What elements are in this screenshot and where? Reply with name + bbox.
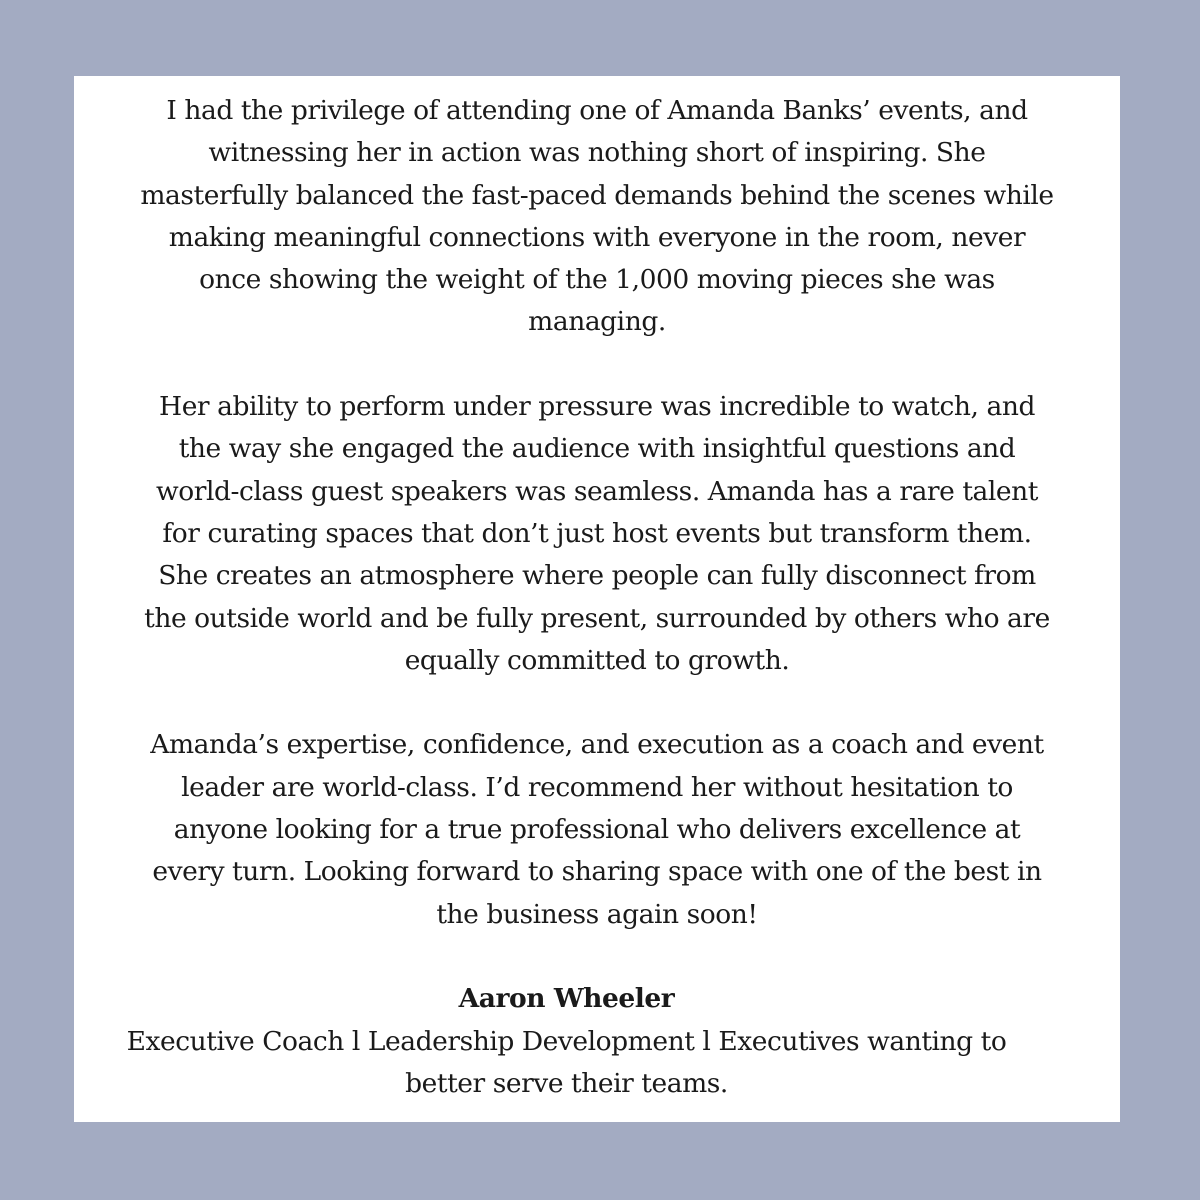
testimonial-paragraph-2 xyxy=(105,386,1090,682)
testimonial-card xyxy=(74,76,1120,1122)
text-line: leader are world-class. I’d recommend her without hesitation to xyxy=(181,771,1013,803)
text-line: the business again soon! xyxy=(436,898,758,930)
text-line: world-class guest speakers was seamless. Amanda has a rare talent xyxy=(156,475,1038,507)
testimonial-paragraph-1 xyxy=(105,90,1090,344)
text-line: She creates an atmosphere where people can fully disconnect from xyxy=(158,560,1036,592)
text-line: the way she engaged the audience with insightful questions and xyxy=(178,433,1016,465)
text-line: masterfully balanced the fast-paced demands behind the scenes while xyxy=(140,179,1054,211)
author-block xyxy=(74,978,1059,1105)
text-line: the outside world and be fully present, surrounded by others who are xyxy=(144,602,1050,634)
text-line: equally committed to growth. xyxy=(404,644,790,676)
testimonial-text xyxy=(74,90,1120,1105)
author-name: Aaron Wheeler xyxy=(458,983,675,1015)
text-line: managing. xyxy=(528,306,666,338)
testimonial-paragraph-3 xyxy=(105,724,1090,935)
text-line: Amanda’s expertise, confidence, and execution as a coach and event xyxy=(150,729,1044,761)
text-line: anyone looking for a true professional who delivers excellence at xyxy=(173,814,1021,846)
text-line: making meaningful connections with everyone in the room, never xyxy=(168,221,1026,253)
text-line: once showing the weight of the 1,000 moving pieces she was xyxy=(199,264,995,296)
author-title-line: Executive Coach l Leadership Development l Executives wanting to xyxy=(126,1025,1007,1057)
author-title-line: better serve their teams. xyxy=(405,1067,728,1099)
text-line: every turn. Looking forward to sharing space with one of the best in xyxy=(152,856,1042,888)
text-line: witnessing her in action was nothing short of inspiring. She xyxy=(208,137,986,169)
text-line: Her ability to perform under pressure was incredible to watch, and xyxy=(159,391,1035,423)
text-line: for curating spaces that don’t just host events but transform them. xyxy=(162,517,1032,549)
text-line: I had the privilege of attending one of Amanda Banks’ events, and xyxy=(166,95,1028,126)
